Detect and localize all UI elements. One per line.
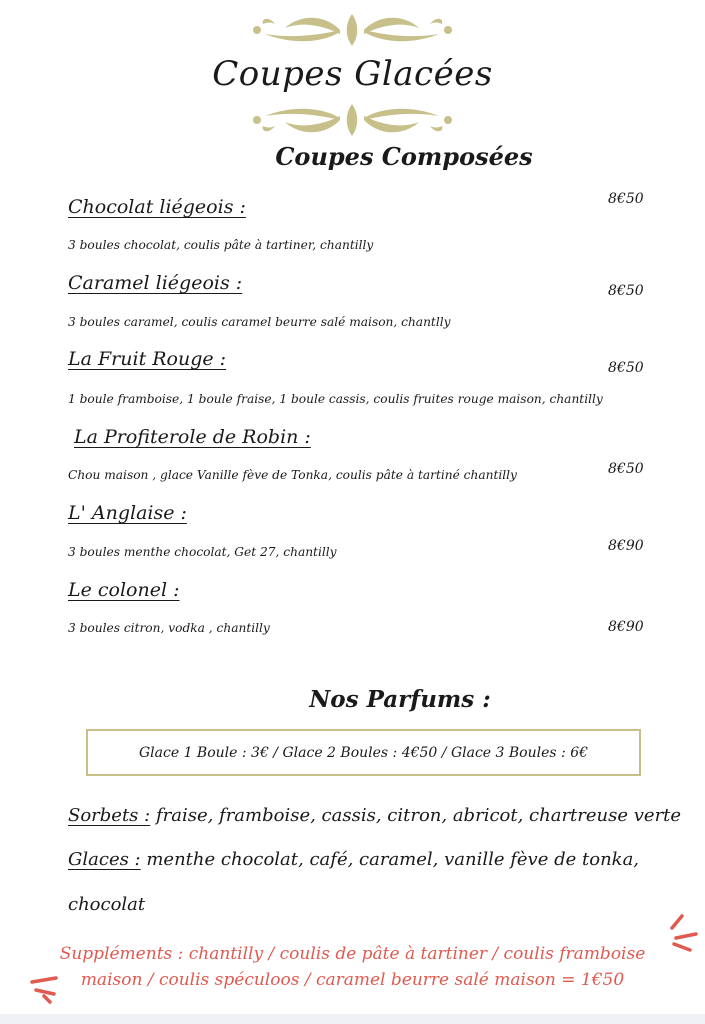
ornament-bottom-icon <box>245 100 460 140</box>
item-description: 3 boules chocolat, coulis pâte à tartiner, chantilly <box>68 238 374 252</box>
item-name-l-anglaise: L' Anglaise : <box>68 502 187 524</box>
sorbets-label: Sorbets : <box>68 805 151 826</box>
glaces-label: Glaces : <box>68 849 141 870</box>
item-price: 8€50 <box>608 360 644 376</box>
ornament-top-icon <box>245 10 460 50</box>
item-price: 8€90 <box>608 619 644 635</box>
item-description: Chou maison , glace Vanille fève de Tonka, coulis pâte à tartiné chantilly <box>68 468 517 482</box>
bottom-strip <box>0 1014 705 1024</box>
item-name-le-colonel: Le colonel : <box>68 579 180 601</box>
item-price: 8€90 <box>608 538 644 554</box>
sorbets-list: fraise, framboise, cassis, citron, abricot, chartreuse verte <box>155 805 682 826</box>
item-price: 8€50 <box>608 283 644 299</box>
glaces-line-continued: chocolat <box>68 894 146 915</box>
item-price: 8€50 <box>608 191 644 207</box>
scoop-prices: Glace 1 Boule : 3€ / Glace 2 Boules : 4€50 / Glace 3 Boules : 6€ <box>138 744 589 761</box>
item-name-chocolat-liegeois: Chocolat liégeois : <box>68 196 246 218</box>
item-description: 3 boules caramel, coulis caramel beurre salé maison, chantlly <box>68 315 451 329</box>
item-description: 3 boules menthe chocolat, Get 27, chantilly <box>68 545 337 559</box>
supplements-line-1: Suppléments : chantilly / coulis de pâte à tartiner / coulis framboise <box>59 944 646 964</box>
scoop-price-box <box>86 729 641 776</box>
section-title-coupes: Coupes Composées <box>275 142 533 171</box>
decorative-burst-icon <box>668 912 702 952</box>
item-name-la-profiterole-de-robin: La Profiterole de Robin : <box>74 426 311 448</box>
sorbets-line <box>68 805 681 826</box>
item-description: 1 boule framboise, 1 boule fraise, 1 boule cassis, coulis fruites rouge maison, chantilly <box>68 392 603 406</box>
glaces-line <box>68 849 639 870</box>
decorative-burst-icon <box>28 962 68 1004</box>
item-description: 3 boules citron, vodka , chantilly <box>68 621 270 635</box>
item-name-la-fruit-rouge: La Fruit Rouge : <box>68 348 227 370</box>
glaces-list: menthe chocolat, café, caramel, vanille fève de tonka, <box>146 849 640 870</box>
page-title: Coupes Glacées <box>212 54 493 94</box>
item-price: 8€50 <box>608 461 644 477</box>
supplements-line-2: maison / coulis spéculoos / caramel beurre salé maison = 1€50 <box>80 970 625 990</box>
section-title-parfums: Nos Parfums : <box>309 686 491 713</box>
item-name-caramel-liegeois: Caramel liégeois : <box>68 272 243 294</box>
